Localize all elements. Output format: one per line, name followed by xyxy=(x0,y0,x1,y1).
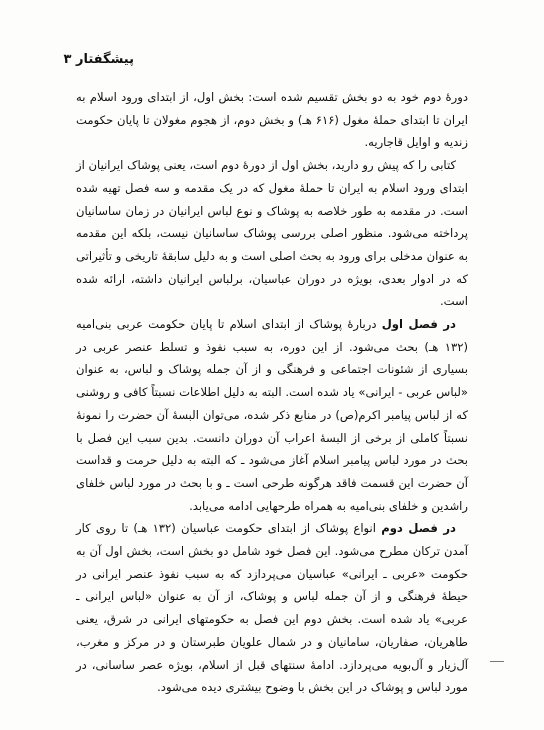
paragraph-1-text: دورهٔ دوم خود به دو بخش تقسیم شده است: بخش اول، از ابتدای ورود اسلام به ایران تا ابتدای حملهٔ مغول (۶۱۶ هـ) و بخش دوم، از هجوم مغولان تا پایان حکومت زندیه و اوایل قاجاریه. xyxy=(76,90,468,150)
chapter-two-lead: در فصل دوم xyxy=(381,521,456,536)
paragraph-1 xyxy=(76,86,468,154)
paragraph-2 xyxy=(76,154,468,313)
paragraph-4-text: انواع پوشاک از ابتدای حکومت عباسیان (۱۳۲ هـ) تا روی کار آمدن ترکان مطرح می‌شود. این فصل خود شامل دو بخش است، بخش اول آن به حکومت «عربی ـ ایرانی» عباسیان می‌پردازد که به سبب نفوذ عنصر ایرانی در حیطهٔ فرهنگی و از آن جمله لباس و پوشاک، از آن به عنوان «لباس ایرانی ـ عربی» یاد شده است. بخش دوم این فصل به حکومتهای ایرانی در شرق، یعنی طاهریان، صفاریان، سامانیان و در شمال علویان طبرستان و در مرکز و مغرب، آل‌زیار و آل‌بویه می‌پردازد. ادامهٔ سنتهای قبل از اسلام، بویژه عصر ساسانی، در مورد لباس و پوشاک در این بخش با وضوح بیشتری دیده می‌شود. xyxy=(76,521,468,695)
page-number: ۳ xyxy=(63,52,72,67)
running-header-title: پیشگفتار xyxy=(75,52,134,67)
paragraph-3-text: دربارهٔ پوشاک از ابتدای اسلام تا پایان حکومت عربی بنی‌امیه (۱۳۲ هـ) بحث می‌شود. از این دوره، به سبب نفوذ و تسلط عنصر عربی در بسیاری از شئونات اجتماعی و فرهنگی و از آن جمله پوشاک و لباس، به عنوان «لباس عربی - ایرانی» یاد شده است. البته به دلیل اطلاعات نسبتاً کافی و روشنی که از لباس پیامبر اکرم(ص) در منابع ذکر شده، می‌توان البسهٔ آن حضرت را نمونهٔ نسبتاً کاملی از برخی از البسهٔ اعراب آن دوران دانست. بدین سبب این فصل با بحث در مورد لباس پیامبر اسلام آغاز می‌شود ـ که البته به دلیل حرمت و قداست آن حضرت این قسمت فاقد هرگونه طرحی است ـ و با بحث در مورد لباس خلفای راشدین و خلفای بنی‌امیه به همراه طرحهایی ادامه می‌یابد. xyxy=(76,317,468,513)
paragraph-2-text: کتابی را که پیش رو دارید، بخش اول از دورهٔ دوم است، یعنی پوشاک ایرانیان از ابتدای ورود اسلام به ایران تا حملهٔ مغول که در یک مقدمه و سه فصل تهیه شده است. در مقدمه به طور خلاصه به پوشاک و نوع لباس ایرانیان در زمان ساسانیان پرداخته می‌شود. منظور اصلی بررسی پوشاک ساسانیان نیست، بلکه این مقدمه به عنوان مدخلی برای ورود به بحث اصلی است و به دلیل سابقهٔ تاریخی و تأثیراتی که در ادوار بعدی، بویژه در دوران عباسیان، برلباس ایرانیان داشته، ارائه شده است. xyxy=(76,158,468,309)
margin-mark xyxy=(490,661,504,662)
paragraph-3 xyxy=(76,313,468,517)
chapter-one-lead: در فصل اول xyxy=(381,317,456,332)
running-header xyxy=(54,52,134,67)
body-text xyxy=(76,86,468,699)
paragraph-4 xyxy=(76,517,468,699)
